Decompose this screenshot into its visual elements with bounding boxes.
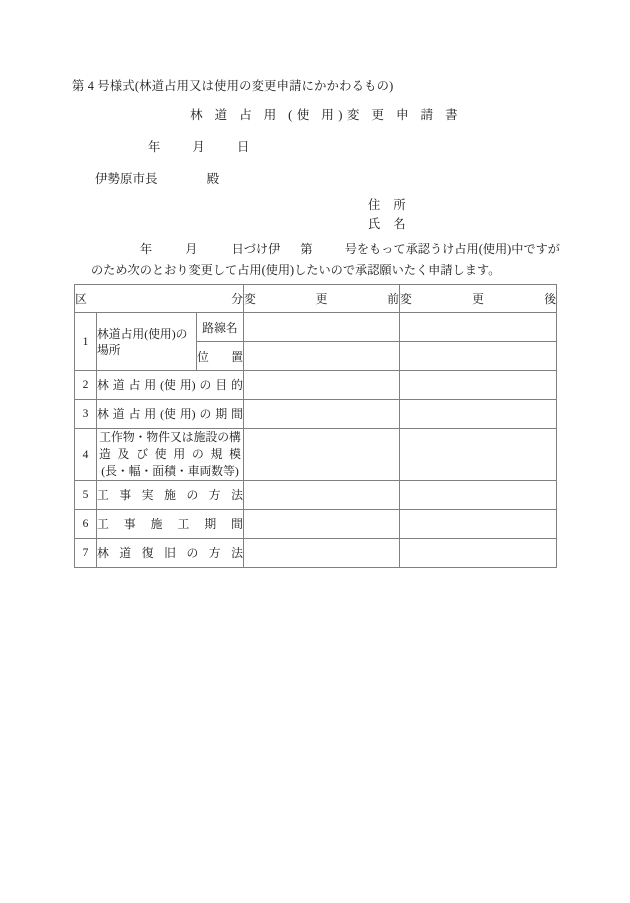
header-category-right: 分 bbox=[231, 292, 244, 306]
row-3-label-c7: の bbox=[199, 407, 212, 421]
row-2-label-c6: 用) bbox=[179, 378, 196, 392]
body-day-prefix: 日づけ伊 bbox=[231, 242, 281, 256]
row-1-sub-route-name: 路線名 bbox=[197, 313, 244, 342]
row-3-label-c2: 道 bbox=[112, 407, 125, 421]
row-5-label-c7: 法 bbox=[231, 488, 243, 502]
table-row bbox=[75, 429, 557, 481]
row-4-before-value[interactable] bbox=[244, 429, 400, 481]
body-month-label: 月 bbox=[185, 242, 198, 256]
row-4-l2-c1: 造 bbox=[99, 447, 111, 461]
row-4-l2-c7: 規 bbox=[210, 447, 223, 461]
row-4-l2-c4: 使 bbox=[154, 447, 167, 461]
row-5-before-value[interactable] bbox=[244, 481, 400, 510]
body-year-label: 年 bbox=[140, 242, 153, 256]
row-1-sub-location-c2: 置 bbox=[231, 349, 244, 364]
date-line bbox=[148, 137, 249, 155]
row-2-number: 2 bbox=[75, 371, 97, 400]
row-7-label-c2: 道 bbox=[119, 546, 132, 560]
row-6-label-c6: 間 bbox=[231, 517, 243, 531]
row-3-label-c3: 占 bbox=[128, 407, 141, 421]
applicant-address-label: 住 所 bbox=[368, 198, 411, 212]
row-1-sub-location-c1: 位 bbox=[197, 349, 209, 364]
row-4-after-value[interactable] bbox=[400, 429, 557, 481]
header-before-c1: 変 bbox=[244, 292, 256, 306]
body-line-1 bbox=[140, 240, 560, 257]
table-row bbox=[75, 313, 557, 342]
row-1-label-line-2: 場所 bbox=[97, 342, 121, 357]
row-6-after-value[interactable] bbox=[400, 510, 557, 539]
row-7-label-c6: 方 bbox=[208, 546, 221, 560]
row-5-label-c6: 方 bbox=[208, 488, 221, 502]
row-6-before-value[interactable] bbox=[244, 510, 400, 539]
row-3-label-c4: 用 bbox=[144, 407, 157, 421]
page-title bbox=[190, 104, 462, 123]
row-4-number: 4 bbox=[75, 429, 97, 481]
row-7-label-c5: の bbox=[186, 546, 199, 560]
row-4-label bbox=[97, 429, 244, 481]
date-day-label: 日 bbox=[236, 140, 250, 154]
header-before bbox=[244, 285, 400, 313]
header-after bbox=[400, 285, 557, 313]
row-4-l2-c8: 模 bbox=[229, 447, 241, 461]
header-category-left: 区 bbox=[75, 292, 87, 306]
row-3-before-value[interactable] bbox=[244, 400, 400, 429]
body-line-1-tail: 号をもって承認うけ占用(使用)中ですが bbox=[344, 242, 560, 256]
row-6-number: 6 bbox=[75, 510, 97, 539]
addressee-honorific: 殿 bbox=[206, 172, 220, 186]
row-4-l2-c6: の bbox=[191, 447, 204, 461]
row-7-label-c1: 林 bbox=[97, 546, 109, 560]
row-1-label bbox=[97, 313, 197, 371]
row-2-label-c7: の bbox=[199, 378, 212, 392]
row-4-label-line-1: 工作物・物件又は施設の構 bbox=[99, 430, 241, 444]
header-category bbox=[75, 285, 244, 313]
row-6-label bbox=[97, 510, 244, 539]
row-5-label-c3: 実 bbox=[141, 488, 154, 502]
table-header-row bbox=[75, 285, 557, 313]
row-3-label-c5: (使 bbox=[160, 407, 176, 421]
form-number-line: 第 4 号様式(林道占用又は使用の変更申請にかかわるもの) bbox=[72, 79, 394, 93]
row-5-label-c1: 工 bbox=[97, 488, 109, 502]
row-4-label-line-2 bbox=[97, 446, 243, 463]
table-row bbox=[75, 510, 557, 539]
row-5-label-c5: の bbox=[186, 488, 199, 502]
row-6-label-c2: 事 bbox=[123, 517, 136, 531]
table-row bbox=[75, 539, 557, 568]
row-1-location-before-value[interactable] bbox=[244, 342, 400, 371]
row-3-number: 3 bbox=[75, 400, 97, 429]
row-6-label-c5: 期 bbox=[204, 517, 217, 531]
row-7-before-value[interactable] bbox=[244, 539, 400, 568]
row-2-label-c9: 的 bbox=[231, 378, 243, 392]
header-before-c3: 前 bbox=[387, 292, 400, 306]
row-7-label-c4: 旧 bbox=[164, 546, 176, 560]
row-2-label-c8: 目 bbox=[215, 378, 228, 392]
row-3-label-c9: 間 bbox=[231, 407, 243, 421]
applicant-name-label: 氏 名 bbox=[368, 217, 411, 231]
row-5-number: 5 bbox=[75, 481, 97, 510]
row-5-label-c4: 施 bbox=[164, 488, 176, 502]
row-4-label-line-3: (長・幅・面積・車両数等) bbox=[101, 464, 239, 478]
header-after-c3: 後 bbox=[544, 292, 557, 306]
row-2-label-c2: 道 bbox=[112, 378, 125, 392]
row-5-label bbox=[97, 481, 244, 510]
row-1-number: 1 bbox=[75, 313, 97, 371]
row-2-label-c5: (使 bbox=[160, 378, 176, 392]
row-4-l2-c3: び bbox=[136, 447, 148, 461]
row-4-l2-c2: 及 bbox=[117, 447, 130, 461]
row-7-after-value[interactable] bbox=[400, 539, 557, 568]
row-2-label bbox=[97, 371, 244, 400]
row-2-label-c3: 占 bbox=[128, 378, 141, 392]
row-5-label-c2: 事 bbox=[119, 488, 132, 502]
row-3-label-c8: 期 bbox=[215, 407, 228, 421]
row-3-label bbox=[97, 400, 244, 429]
row-2-label-c4: 用 bbox=[144, 378, 157, 392]
row-7-number: 7 bbox=[75, 539, 97, 568]
header-after-c2: 更 bbox=[472, 292, 484, 306]
row-7-label-c7: 法 bbox=[231, 546, 243, 560]
table-row bbox=[75, 481, 557, 510]
row-4-l2-c5: 用 bbox=[173, 447, 186, 461]
row-3-after-value[interactable] bbox=[400, 400, 557, 429]
row-1-route-before-value[interactable] bbox=[244, 313, 400, 342]
application-table bbox=[74, 284, 557, 568]
row-5-after-value[interactable] bbox=[400, 481, 557, 510]
header-after-c1: 変 bbox=[400, 292, 412, 306]
row-2-before-value[interactable] bbox=[244, 371, 400, 400]
row-1-route-after-value[interactable] bbox=[400, 313, 557, 342]
addressee-name: 伊勢原市長 bbox=[95, 172, 158, 186]
row-1-sub-location bbox=[197, 342, 244, 371]
row-3-label-c1: 林 bbox=[97, 407, 109, 421]
date-month-label: 月 bbox=[192, 140, 205, 154]
row-6-label-c1: 工 bbox=[97, 517, 109, 531]
row-2-after-value[interactable] bbox=[400, 371, 557, 400]
row-6-label-c4: 工 bbox=[177, 517, 190, 531]
row-6-label-c3: 施 bbox=[150, 517, 163, 531]
addressee-line bbox=[95, 169, 219, 187]
applicant-block bbox=[368, 196, 411, 234]
page-title-text: 林 道 占 用 (使 用)変 更 申 請 書 bbox=[190, 108, 463, 122]
date-year-label: 年 bbox=[148, 140, 161, 154]
table-row bbox=[75, 400, 557, 429]
row-3-label-c6: 用) bbox=[179, 407, 196, 421]
body-number-prefix: 第 bbox=[300, 242, 313, 256]
row-1-location-after-value[interactable] bbox=[400, 342, 557, 371]
row-2-label-c1: 林 bbox=[97, 378, 109, 392]
row-1-label-line-1: 林道占用(使用)の bbox=[97, 326, 188, 341]
row-7-label bbox=[97, 539, 244, 568]
row-7-label-c3: 復 bbox=[141, 546, 154, 560]
header-before-c2: 更 bbox=[315, 292, 328, 306]
body-line-2: のため次のとおり変更して占用(使用)したいので承認願いたく申請します。 bbox=[91, 263, 501, 277]
table-row bbox=[75, 371, 557, 400]
